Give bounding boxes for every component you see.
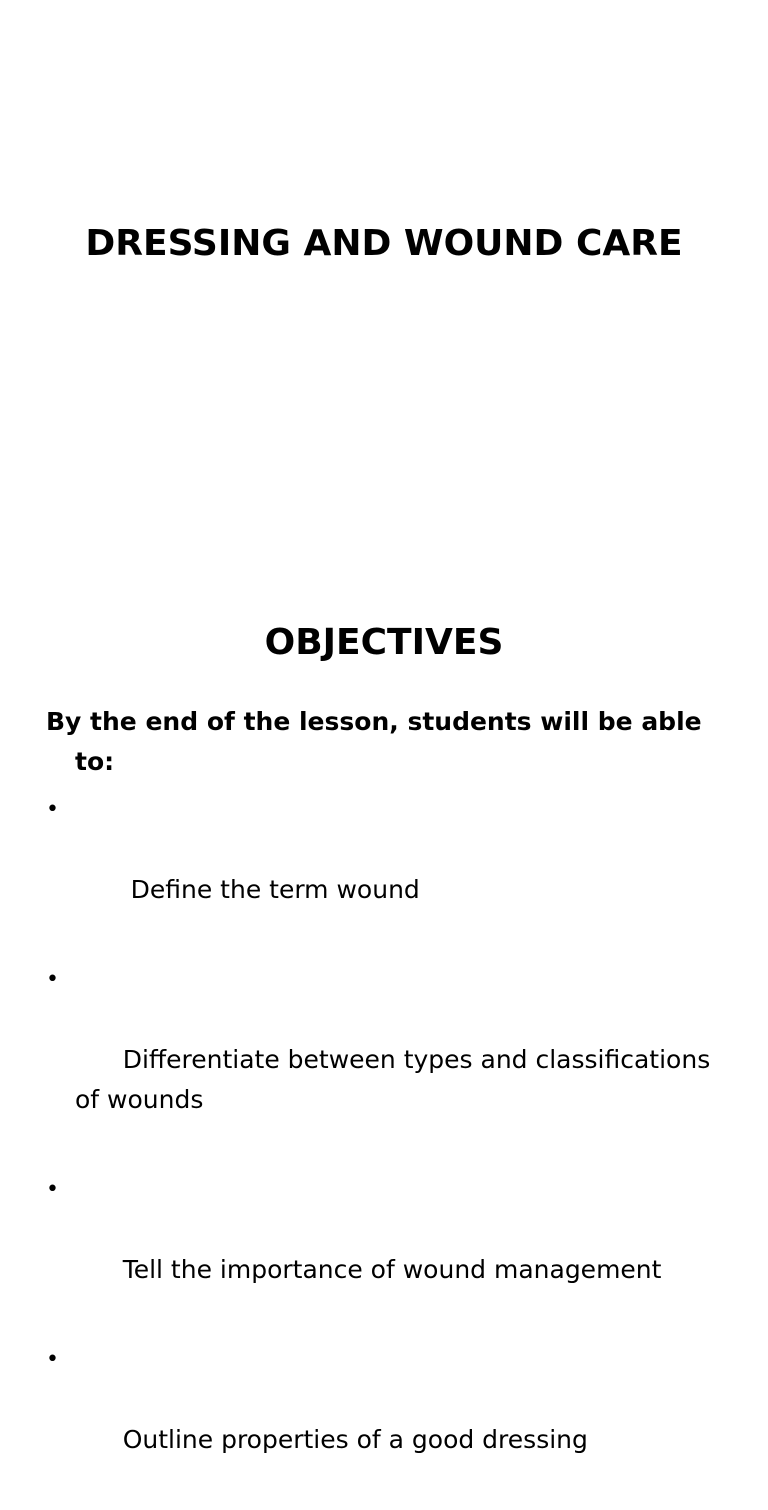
bullet-icon: • — [46, 797, 59, 822]
objectives-intro: By the end of the lesson, students will be able to: — [46, 707, 702, 776]
objective-text: Define the term wound — [122, 875, 420, 904]
bullet-icon: • — [46, 1347, 59, 1372]
objectives-list — [46, 790, 726, 1510]
bullet-icon: • — [46, 967, 59, 992]
bullet-icon: • — [46, 1177, 59, 1202]
objective-text: Outline properties of a good dressing — [122, 1425, 588, 1454]
objective-item — [46, 790, 726, 950]
objective-item — [46, 1170, 726, 1330]
objectives-heading: OBJECTIVES — [264, 622, 504, 663]
objective-text: Tell the importance of wound management — [122, 1255, 662, 1284]
objective-item — [46, 1340, 726, 1500]
objective-text: Differentiate between types and classifications of wounds — [75, 1045, 719, 1114]
objective-item — [46, 960, 726, 1160]
slide-title: DRESSING AND WOUND CARE — [85, 223, 683, 264]
